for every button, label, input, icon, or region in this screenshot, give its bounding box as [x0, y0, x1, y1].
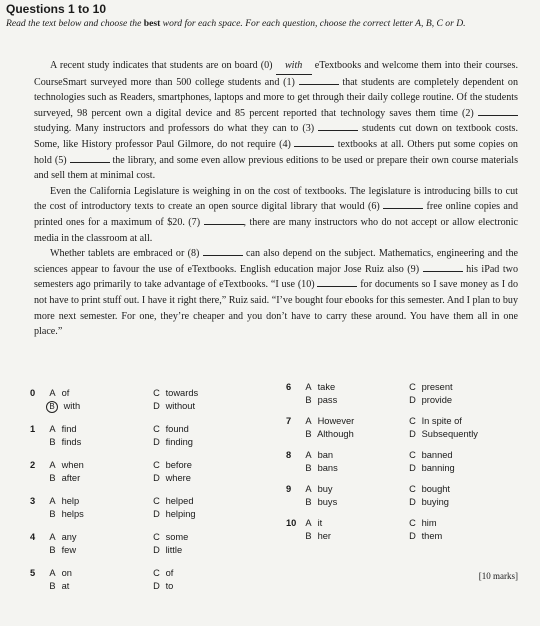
option-letter: D [153, 473, 160, 483]
option-a[interactable] [46, 496, 79, 506]
option-text: take [315, 382, 336, 392]
option-a[interactable] [302, 416, 354, 426]
option-text: it [315, 518, 323, 528]
option-text: pass [315, 395, 338, 405]
option-text: finds [59, 437, 82, 447]
option-text: to [163, 581, 174, 591]
answer-blank[interactable] [317, 286, 357, 287]
option-text: before [163, 460, 192, 470]
option-c[interactable] [406, 450, 453, 460]
option-text: Although [315, 429, 354, 439]
option-letter: B [49, 509, 56, 519]
passage-text: for documents so I save money as I do not have to print stuff out. I have it right there,” Ruiz said. “I’ve bought four ebooks for this semester. And I plan to buy more next semester. For one, they’re cheaper and you don’t have to carry these around. You have them all in one place.” [34, 279, 519, 338]
instruction-pre: Read the text below and choose the [6, 18, 144, 29]
option-text: In spite of [419, 416, 462, 426]
option-text: without [163, 401, 196, 411]
option-b[interactable] [302, 531, 331, 541]
question-2 [30, 460, 240, 486]
option-d[interactable] [150, 509, 196, 519]
option-letter: C [409, 416, 416, 426]
option-letter: C [153, 568, 160, 578]
option-text: Subsequently [419, 429, 478, 439]
option-d[interactable] [150, 581, 173, 591]
paragraph-2 [34, 184, 518, 246]
option-text: help [59, 496, 80, 506]
option-letter: C [409, 484, 416, 494]
option-letter: D [409, 463, 416, 473]
option-b[interactable] [46, 509, 84, 519]
option-letter: C [153, 424, 160, 434]
option-letter: C [153, 532, 160, 542]
option-a[interactable] [46, 532, 77, 542]
option-text: on [59, 568, 72, 578]
question-number: 6 [286, 382, 292, 392]
option-d[interactable] [406, 497, 449, 507]
question-1 [30, 424, 240, 450]
question-8 [286, 450, 496, 476]
option-text: some [163, 532, 189, 542]
option-text: little [163, 545, 183, 555]
answer-blank[interactable] [423, 271, 463, 272]
reading-passage [34, 58, 518, 340]
option-a[interactable] [46, 568, 72, 578]
answer-blank[interactable]: with [276, 58, 312, 75]
answer-blank[interactable] [478, 115, 518, 116]
passage-text: studying. Many instructors and professors do what they can to (3) [34, 123, 319, 135]
question-number: 2 [30, 460, 36, 470]
option-letter: D [153, 401, 160, 411]
option-letter: A [49, 460, 56, 470]
option-text: bought [419, 484, 451, 494]
option-letter: A [305, 382, 312, 392]
question-number: 4 [30, 532, 36, 542]
option-text: banning [419, 463, 455, 473]
paragraph-1 [34, 58, 518, 184]
passage-text: free online copies and printed ones for a maximum of $20. (7) [34, 201, 518, 228]
option-letter: D [409, 429, 416, 439]
option-letter: C [153, 496, 160, 506]
option-text: of [59, 388, 70, 398]
passage-text: that students are completely dependent on technologies such as Readers, smartphones, laptops and more to get through their daily college routine. Of the students surveyed, 98 percent own a digital device and 85 percent reported that technology saves them time (2) [34, 76, 518, 119]
option-a[interactable] [46, 460, 84, 470]
question-number: 7 [286, 416, 292, 426]
option-letter: B [49, 545, 56, 555]
question-number: 1 [30, 424, 36, 434]
option-letter: A [49, 424, 56, 434]
question-number: 8 [286, 450, 292, 460]
passage-text: can also depend on the subject. Mathematics, engineering and the sciences appear to favour the use of eTextbooks. English education major Jose Ruiz also (9) [34, 248, 518, 275]
question-number: 10 [286, 518, 297, 528]
option-c[interactable] [150, 532, 188, 542]
question-number: 0 [30, 388, 36, 398]
option-text: buying [419, 497, 449, 507]
option-c[interactable] [150, 568, 173, 578]
answer-blank[interactable] [294, 146, 334, 147]
option-d[interactable] [406, 395, 452, 405]
option-letter: C [153, 388, 160, 398]
option-b[interactable] [302, 463, 338, 473]
option-d[interactable] [150, 545, 182, 555]
option-letter: B [305, 531, 312, 541]
instructions [6, 18, 466, 29]
option-c[interactable] [150, 460, 192, 470]
option-text: bans [315, 463, 338, 473]
passage-text: his iPad two semesters ago primarily to take advantage of eTextbooks. “I use (10) [34, 263, 518, 291]
question-number: 5 [30, 568, 36, 578]
option-letter: A [49, 532, 56, 542]
option-letter: A [305, 518, 312, 528]
option-text: helped [163, 496, 194, 506]
option-letter: B [305, 429, 312, 439]
option-text: any [59, 532, 77, 542]
question-number: 9 [286, 484, 292, 494]
option-text: found [163, 424, 189, 434]
option-letter: D [153, 437, 160, 447]
passage-text: textbooks at all. Others put some copies on hold (5) [34, 138, 518, 166]
question-0 [30, 388, 240, 414]
option-letter: C [153, 460, 160, 470]
option-c[interactable] [406, 518, 437, 528]
option-d[interactable] [150, 473, 191, 483]
option-letter: A [49, 496, 56, 506]
option-b[interactable] [46, 437, 81, 447]
option-b[interactable] [46, 473, 80, 483]
answer-blank[interactable] [204, 224, 244, 225]
question-6 [286, 382, 496, 408]
option-text: of [163, 568, 174, 578]
option-text: with [61, 401, 81, 411]
option-b[interactable] [302, 429, 354, 439]
passage-text: the library, and some even allow previous editions to be used or prepare their own course materials and sell them at minimal cost. [34, 154, 518, 182]
option-text: ban [315, 450, 334, 460]
option-letter: D [409, 395, 416, 405]
option-text: few [59, 545, 77, 555]
option-text: helps [59, 509, 84, 519]
passage-text: , there are many instructors who do not accept or allow electronic media in the classroom at all. [34, 216, 518, 244]
option-a[interactable] [302, 450, 333, 460]
passage-text: eTextbooks and welcome them into their courses. CourseSmart surveyed more than 500 college students and (1) [34, 60, 518, 88]
option-b[interactable] [46, 401, 80, 413]
option-letter: C [409, 518, 416, 528]
option-c[interactable] [150, 424, 189, 434]
option-a[interactable] [46, 424, 77, 434]
option-a[interactable] [46, 388, 69, 398]
option-text: at [59, 581, 70, 591]
option-text: buy [315, 484, 333, 494]
passage-text: Whether tablets are embraced or (8) [50, 248, 203, 260]
passage-text: students cut down on textbook costs. Some, like History professor Paul Gilmore, do not require (4) [34, 123, 518, 150]
option-letter: B [305, 463, 312, 473]
option-letter: B [49, 581, 56, 591]
option-letter: A [49, 388, 56, 398]
question-9 [286, 484, 496, 510]
question-7 [286, 416, 496, 442]
option-text: present [419, 382, 453, 392]
option-text: However [315, 416, 355, 426]
option-text: where [163, 473, 191, 483]
passage-text: A recent study indicates that students are on board (0) [50, 60, 276, 71]
option-d[interactable] [150, 401, 195, 411]
option-c[interactable] [150, 496, 194, 506]
option-c[interactable] [150, 388, 198, 398]
answer-blank[interactable] [70, 162, 110, 163]
option-d[interactable] [406, 463, 455, 473]
option-a[interactable] [302, 382, 335, 392]
question-3 [30, 496, 240, 522]
option-letter: D [153, 581, 160, 591]
option-letter: A [305, 484, 312, 494]
option-text: find [59, 424, 77, 434]
option-letter: B [305, 497, 312, 507]
option-letter: A [305, 450, 312, 460]
option-letter: A [305, 416, 312, 426]
option-c[interactable] [406, 484, 450, 494]
question-10 [286, 518, 496, 544]
option-text: them [419, 531, 443, 541]
option-letter: B [49, 473, 56, 483]
option-text: after [59, 473, 81, 483]
option-d[interactable] [150, 437, 193, 447]
page-title: Questions 1 to 10 [6, 2, 107, 16]
option-letter: C [409, 382, 416, 392]
option-b[interactable] [46, 545, 76, 555]
option-letter: B [49, 437, 56, 447]
option-d[interactable] [406, 429, 478, 439]
option-letter: D [153, 509, 160, 519]
option-letter: A [49, 568, 56, 578]
option-d[interactable] [406, 531, 442, 541]
option-text: buys [315, 497, 338, 507]
answer-blank[interactable] [299, 84, 339, 85]
option-text: helping [163, 509, 196, 519]
option-letter: B [46, 401, 58, 413]
option-text: towards [163, 388, 199, 398]
question-number: 3 [30, 496, 36, 506]
option-c[interactable] [406, 416, 462, 426]
answer-blank[interactable] [318, 130, 358, 131]
option-text: him [419, 518, 437, 528]
option-letter: D [409, 497, 416, 507]
question-5 [30, 568, 240, 594]
option-text: provide [419, 395, 453, 405]
option-b[interactable] [302, 395, 337, 405]
instruction-bold: best [143, 18, 161, 29]
option-a[interactable] [302, 484, 333, 494]
option-letter: D [153, 545, 160, 555]
option-a[interactable] [302, 518, 322, 528]
answer-blank[interactable] [383, 208, 423, 209]
option-b[interactable] [46, 581, 69, 591]
option-text: when [59, 460, 84, 470]
option-b[interactable] [302, 497, 337, 507]
marks-label: [10 marks] [478, 571, 518, 581]
option-c[interactable] [406, 382, 453, 392]
option-text: her [315, 531, 332, 541]
question-4 [30, 532, 240, 558]
option-letter: C [409, 450, 416, 460]
option-letter: B [305, 395, 312, 405]
option-text: banned [419, 450, 453, 460]
answer-blank[interactable] [203, 255, 243, 256]
passage-text: Even the California Legislature is weighing in on the cost of textbooks. The legislature is introducing bills to cut the cost of introductory texts to create an open source digital library that would (6) [34, 185, 518, 213]
option-text: finding [163, 437, 193, 447]
option-letter: D [409, 531, 416, 541]
paragraph-3 [34, 246, 518, 340]
instruction-post: word for each space. For each question, choose the correct letter A, B, C or D. [160, 18, 466, 29]
